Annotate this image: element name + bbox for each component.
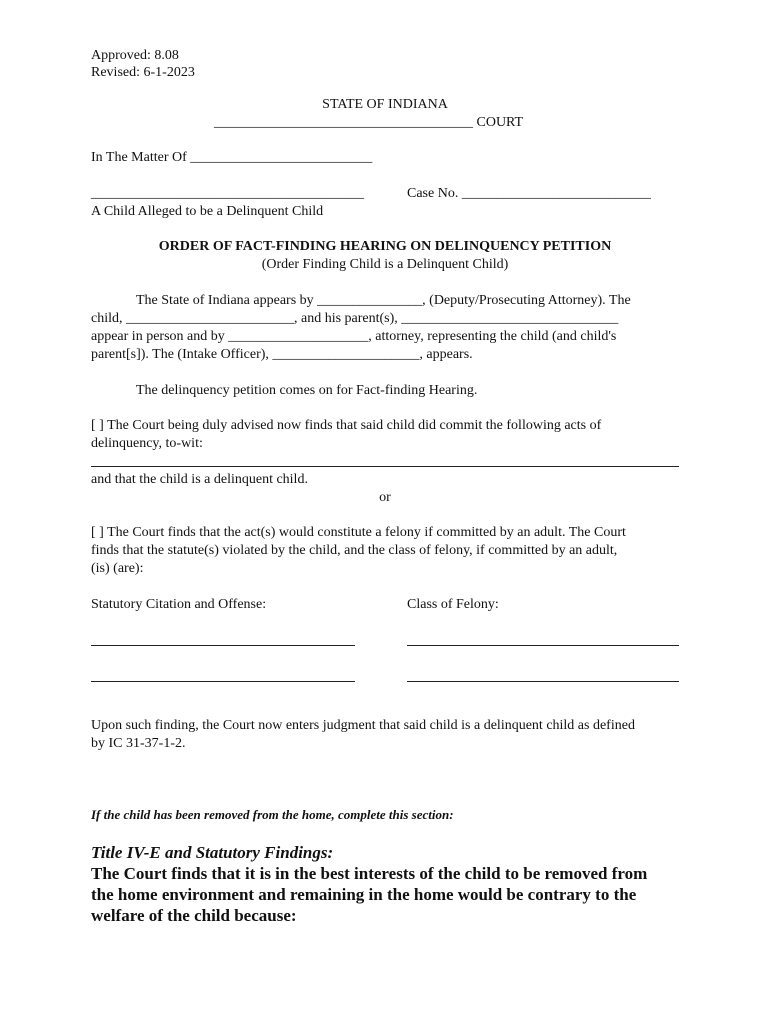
title-ive-heading: Title IV-E and Statutory Findings: bbox=[91, 843, 334, 862]
judgment-line-2: by IC 31-37-1-2. bbox=[91, 736, 186, 751]
child-alleged-label: A Child Alleged to be a Delinquent Child bbox=[91, 204, 324, 219]
option2-line-2: finds that the statute(s) violated by the child, and the class of felony, if committed by an adult, bbox=[91, 543, 618, 558]
appearance-line-1: The State of Indiana appears by _______________, (Deputy/Prosecuting Attorney). The bbox=[136, 293, 631, 308]
approved-label: Approved: 8.08 bbox=[91, 48, 179, 63]
felony-class-blank-2 bbox=[407, 681, 679, 682]
option2-line-3: (is) (are): bbox=[91, 561, 144, 576]
option1-line-1: [ ] The Court being duly advised now finds that said child did commit the following acts of bbox=[91, 418, 602, 433]
option1-line-3: and that the child is a delinquent child. bbox=[91, 472, 308, 487]
child-name-line: _______________________________________ bbox=[91, 186, 364, 201]
petition-line: The delinquency petition comes on for Fact-finding Hearing. bbox=[136, 383, 478, 398]
case-number-line: Case No. ___________________________ bbox=[407, 186, 651, 201]
or-label: or bbox=[379, 490, 391, 505]
felony-class-blank-1 bbox=[407, 645, 679, 646]
state-heading: STATE OF INDIANA bbox=[322, 97, 448, 112]
class-of-felony-label: Class of Felony: bbox=[407, 597, 499, 612]
statutory-blank-2 bbox=[91, 681, 355, 682]
matter-of-line: In The Matter Of __________________________ bbox=[91, 150, 373, 165]
removed-note: If the child has been removed from the home, complete this section: bbox=[91, 807, 454, 822]
judgment-line-1: Upon such finding, the Court now enters judgment that said child is a delinquent child as defined bbox=[91, 718, 635, 733]
order-title: ORDER OF FACT-FINDING HEARING ON DELINQUENCY PETITION bbox=[158, 239, 612, 254]
order-subtitle: (Order Finding Child is a Delinquent Child) bbox=[261, 257, 509, 272]
option1-line-2: delinquency, to-wit: bbox=[91, 436, 203, 451]
finding-line-1: The Court finds that it is in the best interests of the child to be removed from bbox=[91, 864, 648, 883]
revised-label: Revised: 6-1-2023 bbox=[91, 65, 195, 80]
appearance-line-3: appear in person and by ____________________, attorney, representing the child (and child's bbox=[91, 329, 617, 344]
option2-line-1: [ ] The Court finds that the act(s) would constitute a felony if committed by an adult. The Court bbox=[91, 525, 626, 540]
acts-blank-line bbox=[91, 466, 679, 467]
statutory-blank-1 bbox=[91, 645, 355, 646]
finding-line-3: welfare of the child because: bbox=[91, 906, 297, 925]
appearance-line-4: parent[s]). The (Intake Officer), _____________________, appears. bbox=[91, 347, 473, 362]
statutory-citation-label: Statutory Citation and Offense: bbox=[91, 597, 267, 612]
appearance-line-2: child, ________________________, and his parent(s), _______________________________ bbox=[91, 311, 619, 326]
finding-line-2: the home environment and remaining in the home would be contrary to the bbox=[91, 885, 637, 904]
court-line: _____________________________________ COURT bbox=[214, 115, 524, 130]
